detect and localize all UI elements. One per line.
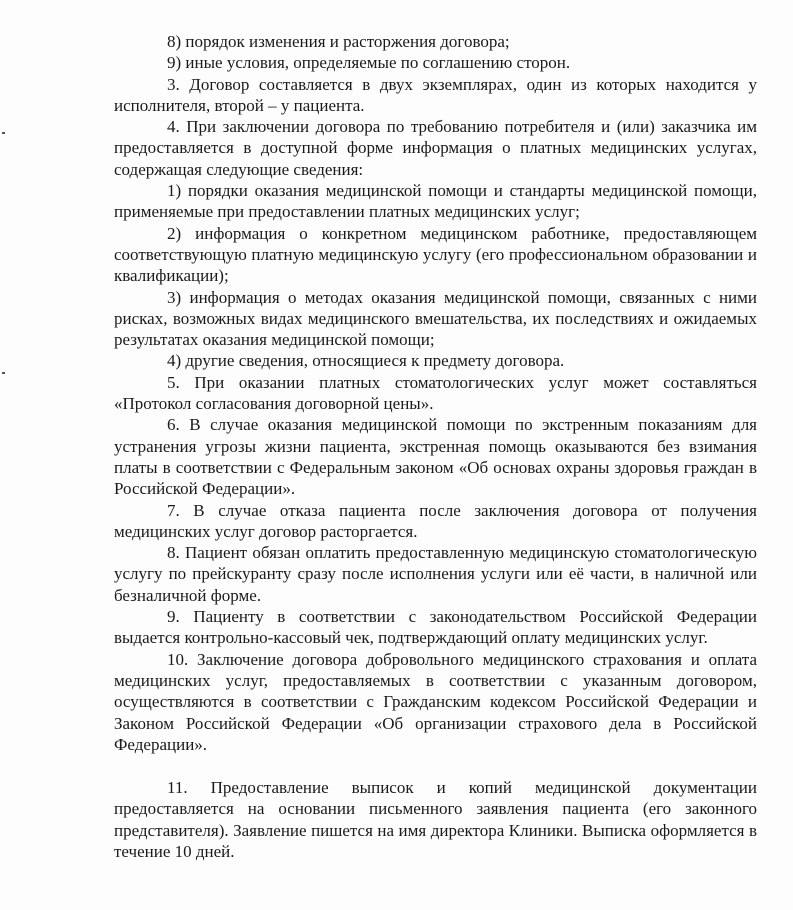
paragraph-item-9: 9) иные условия, определяемые по соглашению сторон. <box>167 53 571 73</box>
paragraph-clause-6: 6. В случае оказания медицинской помощи по экстренным показаниям для устранения угрозы жизни пациента, экстренная помощь оказываются без взимания платы в соответствии с Федеральным законом «Об основах охраны здоровья граждан в Российской Федерации». <box>114 415 757 499</box>
scan-mark <box>2 372 5 374</box>
paragraph-subitem-2: 2) информация о конкретном медицинском работнике, предоставляющем соответствующую платную медицинскую услугу (его профессиональном образовании и квалификации); <box>114 223 757 286</box>
paragraph-subitem-1: 1) порядки оказания медицинской помощи и стандарты медицинской помощи, применяемые при предоставлении платных медицинских услуг; <box>114 181 757 222</box>
paragraph-clause-3: 3. Договор составляется в двух экземплярах, один из которых находится у исполнителя, второй – у пациента. <box>114 74 757 115</box>
paragraph-clause-9: 9. Пациенту в соответствии с законодательством Российской Федерации выдается контрольно-кассовый чек, подтверждающий оплату медицинских услуг. <box>114 607 757 648</box>
paragraph-subitem-4: 4) другие сведения, относящиеся к предмету договора. <box>167 351 565 371</box>
paragraph-subitem-3: 3) информация о методах оказания медицинской помощи, связанных с ними рисках, возможных видах медицинского вмешательства, их последствиях и ожидаемых результатах оказания медицинской помощи; <box>114 287 757 350</box>
paragraph-clause-8: 8. Пациент обязан оплатить предоставленную медицинскую стоматологическую услугу по прейскуранту сразу после исполнения услуги или её части, в наличной или безналичной форме. <box>114 543 757 605</box>
paragraph-clause-10: 10. Заключение договора добровольного медицинского страхования и оплата медицинских услуг, предоставляемых в соответствии с указанным договором, осуществляются в соответствии с Гражданским кодексом Российской Федерации и Законом Российской Федерации «Об организации страхового дела в Российской Федерации». <box>114 649 757 754</box>
paragraph-clause-5: 5. При оказании платных стоматологических услуг может составляться «Протокол согласования договорной цены». <box>114 372 757 414</box>
paragraph-clause-7: 7. В случае отказа пациента после заключения договора от получения медицинских услуг договор расторгается. <box>114 500 757 541</box>
document-body <box>114 31 757 862</box>
paragraph-clause-4: 4. При заключении договора по требованию потребителя и (или) заказчика им предоставляется в доступной форме информация о платных медицинских услугах, содержащая следующие сведения: <box>114 117 757 179</box>
paragraph-clause-11: 11. Предоставление выписок и копий медицинской документации предоставляется на основании письменного заявления пациента (его законного представителя). Заявление пишется на имя директора Клиники. Выписка оформляется в течение 10 дней. <box>114 778 757 861</box>
paragraph-item-8: 8) порядок изменения и расторжения договора; <box>167 32 510 51</box>
scan-mark <box>2 132 5 134</box>
